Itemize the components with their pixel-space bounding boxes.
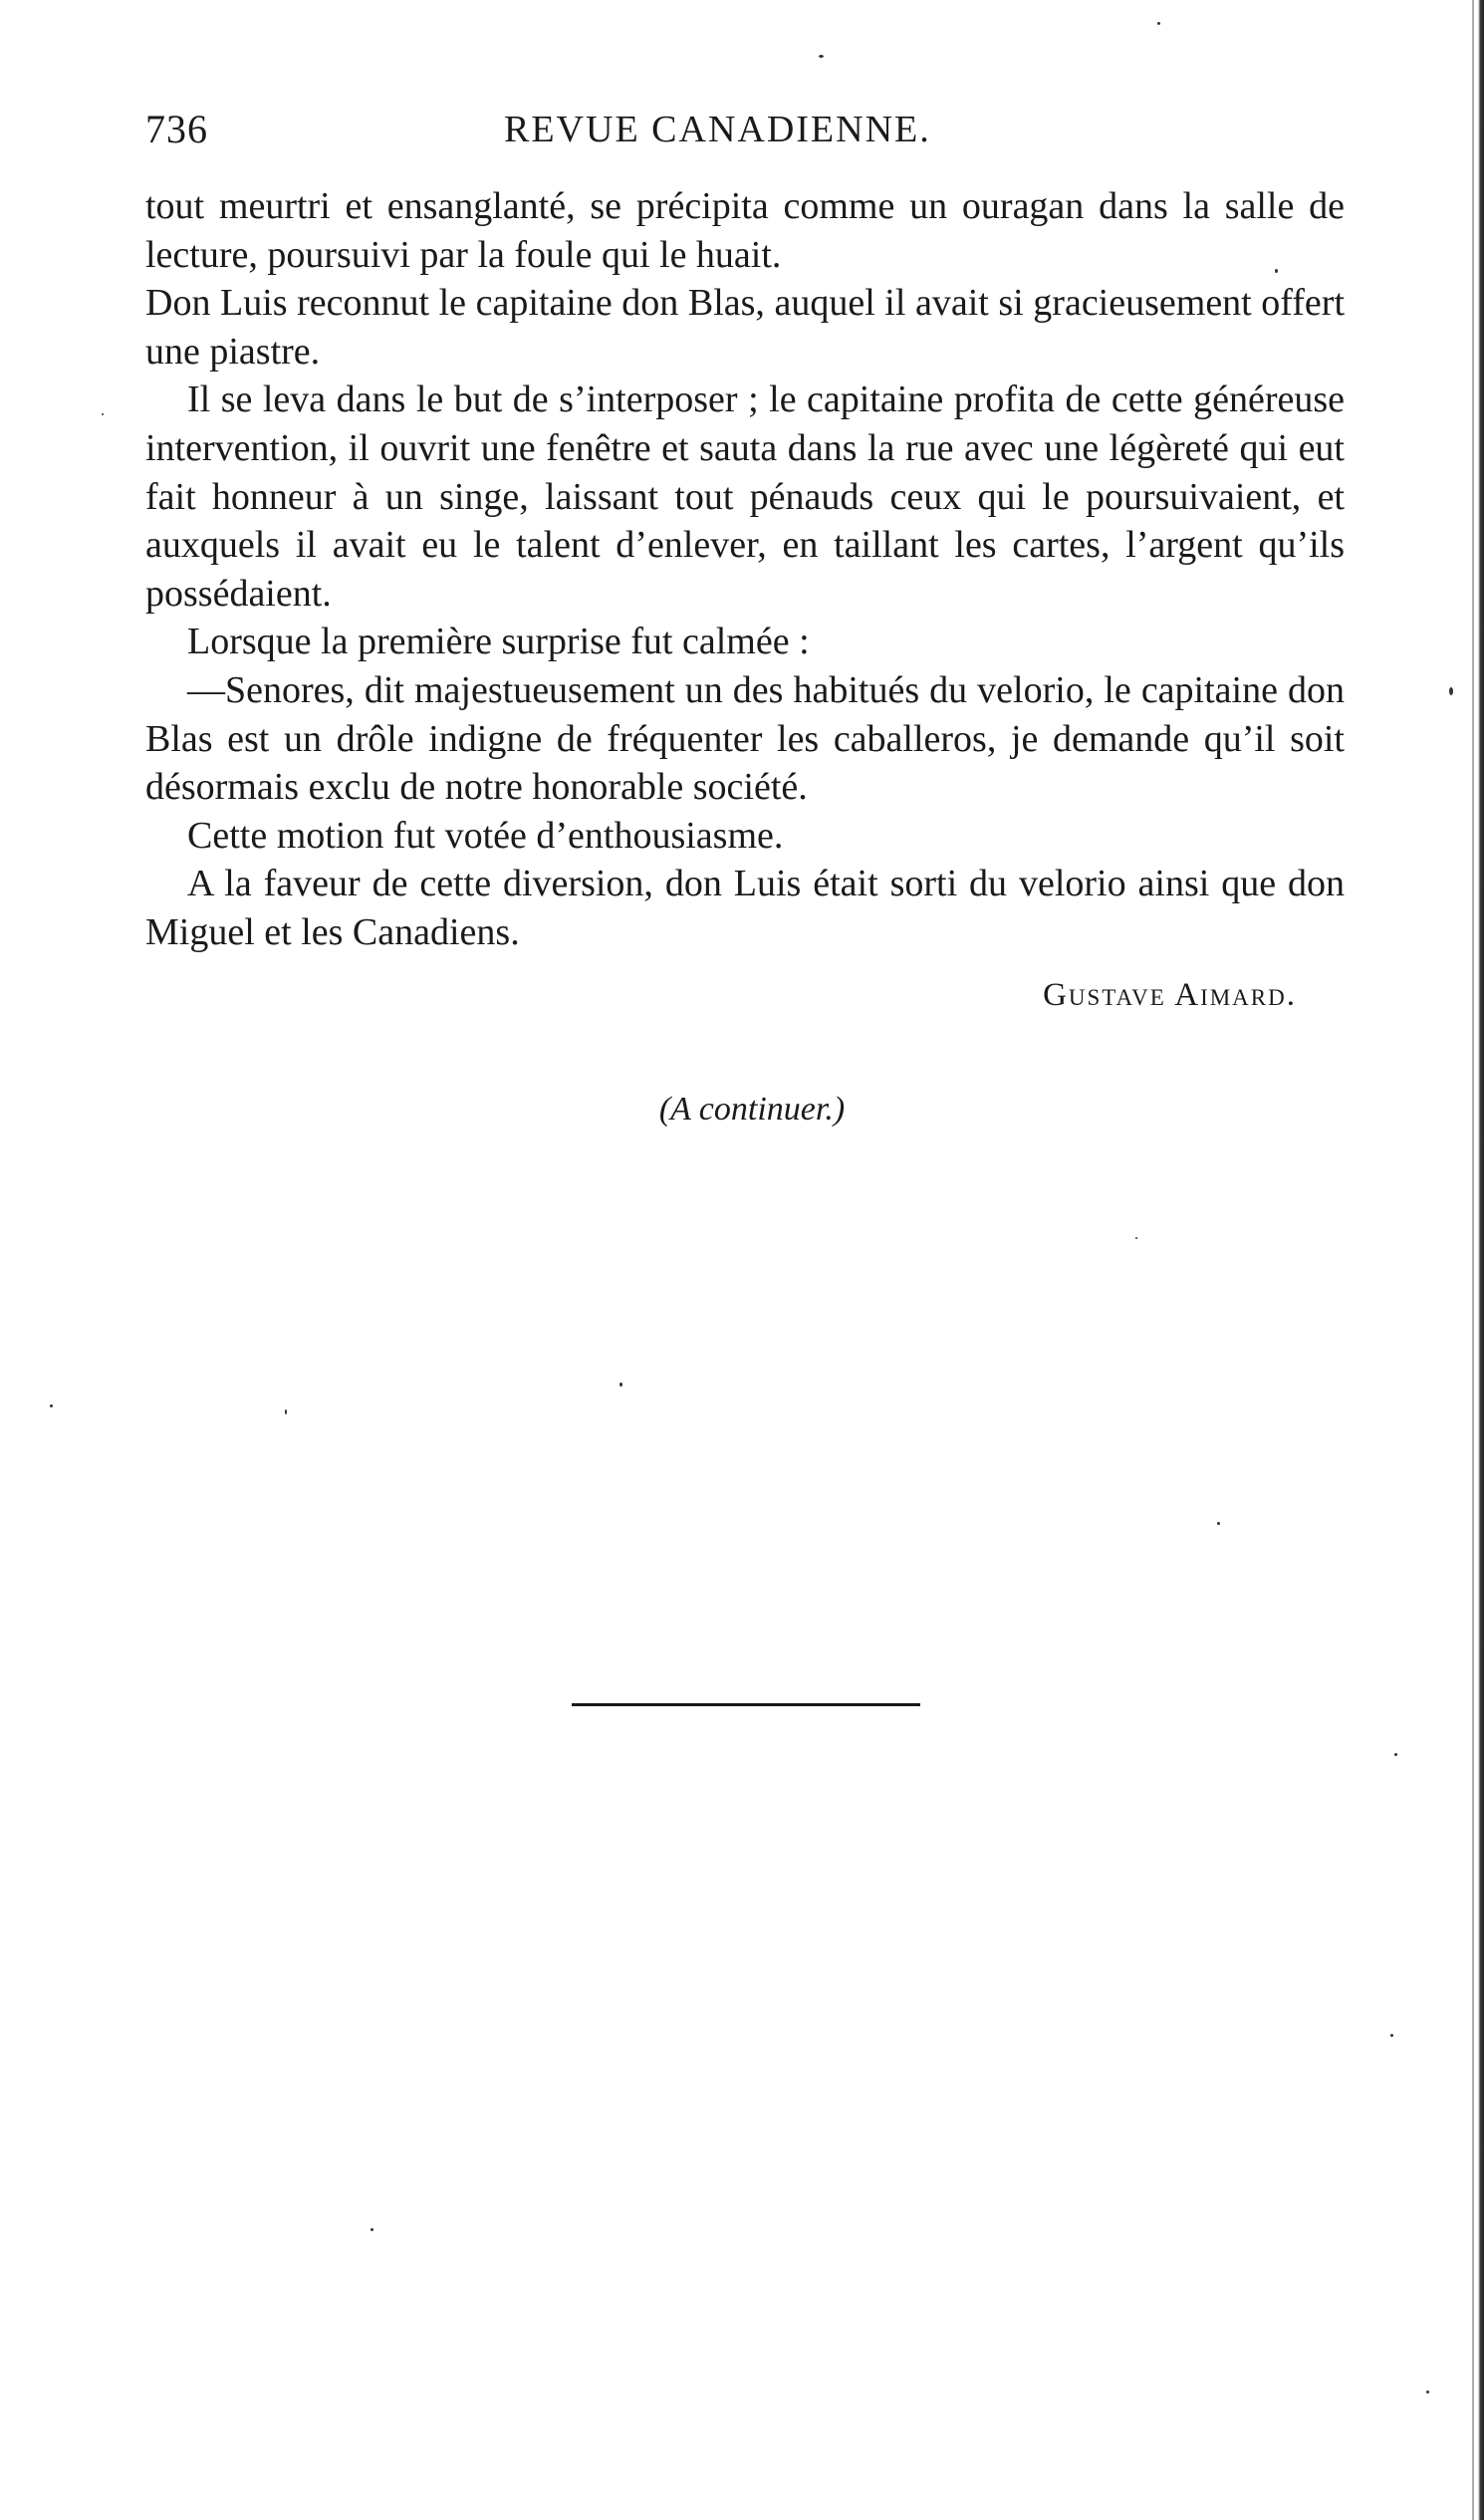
paragraph: Il se leva dans le but de s’interposer ; le capitaine profita de cette généreuse intervention, il ouvrit une fenêtre et sauta dans la rue avec une légèreté qui eut fait honneur à un singe, laissant tout pénauds ceux qui le poursuivaient, et auxquels il avait eu le talent d’enlever, en taillant les cartes, l’argent qu’ils possédaient. <box>145 378 1345 615</box>
closing-rule <box>572 1703 920 1706</box>
print-speck <box>1390 2034 1393 2037</box>
print-speck <box>1275 269 1278 273</box>
paragraph-continued: tout meurtri et ensanglanté, se précipita comme un ouragan dans la salle de lecture, poursuivi par la foule qui le huait. <box>145 185 1345 276</box>
print-speck <box>1217 1522 1220 1525</box>
print-speck <box>619 1383 622 1386</box>
print-speck <box>371 2228 373 2231</box>
journal-title: REVUE CANADIENNE. <box>504 109 931 150</box>
page-number: 736 <box>145 107 208 151</box>
paragraph-dialogue: —Senores, dit majestueusement un des habitués du velorio, le capitaine don Blas est un drôle indigne de fréquenter les caballeros, je demande qu’il soit désormais exclu de notre honorable société. <box>145 668 1345 809</box>
author-signature: Gustave Aimard. <box>1043 977 1297 1013</box>
print-speck <box>285 1409 287 1414</box>
paragraph: A la faveur de cette diversion, don Luis était sorti du velorio ainsi que don Miguel et les Canadiens. <box>145 863 1345 953</box>
print-speck <box>819 55 824 58</box>
continuation-note: (A continuer.) <box>658 1091 846 1128</box>
print-speck <box>1449 687 1453 695</box>
page-edge-line <box>1472 0 1474 2520</box>
print-speck <box>1394 1753 1397 1756</box>
paragraph: Don Luis reconnut le capitaine don Blas, auquel il avait si gracieusement offert une piastre. <box>145 282 1345 373</box>
print-speck <box>1426 2391 1429 2394</box>
print-speck <box>102 413 104 415</box>
print-speck <box>50 1404 53 1407</box>
print-speck <box>1135 1237 1137 1239</box>
page-edge-shadow <box>1478 0 1484 2520</box>
running-head <box>145 100 1341 159</box>
paragraph: Lorsque la première surprise fut calmée : <box>187 621 810 663</box>
article-body <box>145 182 1345 957</box>
paragraph: Cette motion fut votée d’enthousiasme. <box>187 814 784 857</box>
print-speck <box>1157 22 1160 25</box>
